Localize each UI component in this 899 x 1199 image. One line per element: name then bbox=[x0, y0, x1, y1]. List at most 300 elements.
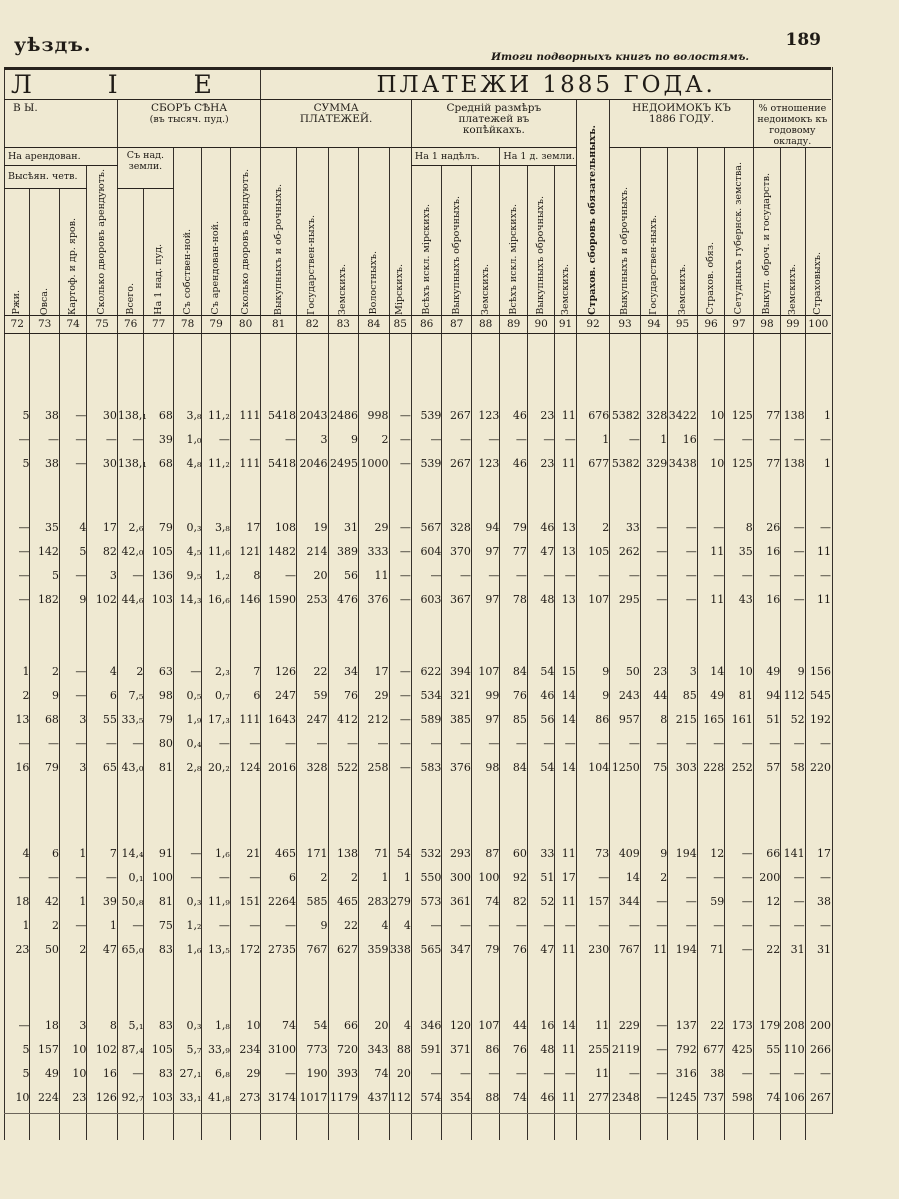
district-label: уѣздъ. bbox=[14, 34, 92, 56]
table-cell: 105 bbox=[576, 540, 610, 564]
table-cell: 1,₀ bbox=[173, 428, 201, 452]
table-cell: 84 bbox=[500, 756, 527, 780]
table-cell: 329 bbox=[640, 452, 667, 476]
table-cell: 3,₈ bbox=[202, 516, 230, 540]
table-cell: 44,₆ bbox=[117, 588, 143, 612]
table-cell: — bbox=[411, 732, 442, 756]
table-cell: — bbox=[230, 866, 261, 890]
table-cell: 3,₈ bbox=[173, 404, 201, 428]
page-header bbox=[0, 0, 899, 70]
table-cell: 46 bbox=[527, 516, 554, 540]
spacer-cell bbox=[5, 333, 30, 404]
col-number: 95 bbox=[668, 315, 698, 333]
table-cell: 75 bbox=[640, 756, 667, 780]
table-cell: 58 bbox=[781, 756, 805, 780]
col-hay-per: На 1 над. пуд. bbox=[144, 188, 174, 315]
table-cell: 55 bbox=[753, 1038, 780, 1062]
spacer-cell bbox=[805, 333, 831, 404]
table-cell: 224 bbox=[30, 1086, 60, 1110]
table-cell: 42 bbox=[30, 890, 60, 914]
spacer-cell bbox=[30, 780, 60, 842]
table-cell: 79 bbox=[500, 516, 527, 540]
table-cell: — bbox=[781, 866, 805, 890]
spacer-cell bbox=[471, 962, 499, 1014]
table-cell: — bbox=[725, 564, 753, 588]
table-cell: 20 bbox=[359, 1014, 390, 1038]
table-cell: — bbox=[697, 732, 724, 756]
table-cell: 5 bbox=[30, 564, 60, 588]
spacer-cell bbox=[668, 333, 698, 404]
table-cell: 957 bbox=[610, 708, 641, 732]
col-number: 90 bbox=[527, 315, 554, 333]
table-cell: — bbox=[668, 516, 698, 540]
spacer-cell bbox=[202, 962, 230, 1014]
spacer-cell bbox=[805, 962, 831, 1014]
table-cell: 3 bbox=[59, 1014, 86, 1038]
table-cell: 56 bbox=[328, 564, 359, 588]
table-cell: 111 bbox=[230, 452, 261, 476]
table-cell: — bbox=[442, 428, 472, 452]
table-cell: 87 bbox=[471, 842, 499, 866]
spacer-cell bbox=[59, 612, 86, 660]
table-cell: 773 bbox=[296, 1038, 328, 1062]
table-cell: 74 bbox=[753, 1086, 780, 1110]
group-arrears: НЕДОИМОКЪ КЪ 1886 ГОДУ. bbox=[610, 100, 753, 148]
table-cell: — bbox=[261, 428, 297, 452]
block-spacer bbox=[5, 476, 832, 516]
table-cell: 23 bbox=[640, 660, 667, 684]
table-row bbox=[5, 1062, 832, 1086]
col-number: 74 bbox=[59, 315, 86, 333]
table-row bbox=[5, 1038, 832, 1062]
table-cell: 5 bbox=[5, 1062, 30, 1086]
table-cell: 7 bbox=[87, 842, 118, 866]
table-cell: — bbox=[59, 660, 86, 684]
table-cell: 8 bbox=[725, 516, 753, 540]
table-cell: — bbox=[697, 428, 724, 452]
table-cell: 385 bbox=[442, 708, 472, 732]
table-cell: 71 bbox=[697, 938, 724, 962]
table-cell: — bbox=[640, 890, 667, 914]
table-cell: 5 bbox=[5, 1038, 30, 1062]
table-cell: 38 bbox=[30, 452, 60, 476]
table-cell: 2264 bbox=[261, 890, 297, 914]
table-cell: 17 bbox=[87, 516, 118, 540]
spacer-cell bbox=[442, 333, 472, 404]
table-cell: 111 bbox=[230, 404, 261, 428]
spacer-cell bbox=[328, 780, 359, 842]
table-cell: — bbox=[527, 732, 554, 756]
spacer-cell bbox=[296, 476, 328, 516]
spacer-cell bbox=[576, 780, 610, 842]
table-cell: 20 bbox=[389, 1062, 411, 1086]
table-cell: — bbox=[753, 732, 780, 756]
table-cell: — bbox=[471, 1062, 499, 1086]
table-cell: 38 bbox=[30, 404, 60, 428]
table-cell: 126 bbox=[87, 1086, 118, 1110]
table-cell: — bbox=[805, 564, 831, 588]
table-cell: 9 bbox=[30, 684, 60, 708]
table-cell: — bbox=[442, 564, 472, 588]
table-cell: 65,₀ bbox=[117, 938, 143, 962]
table-cell: — bbox=[527, 428, 554, 452]
col-number: 72 bbox=[5, 315, 30, 333]
table-row bbox=[5, 756, 832, 780]
table-cell: 4 bbox=[59, 516, 86, 540]
table-cell: 11 bbox=[555, 1038, 576, 1062]
table-cell: 103 bbox=[144, 588, 174, 612]
table-cell: 243 bbox=[610, 684, 641, 708]
table-cell: — bbox=[30, 732, 60, 756]
table-cell: 82 bbox=[500, 890, 527, 914]
table-cell: 31 bbox=[781, 938, 805, 962]
table-cell: 91 bbox=[144, 842, 174, 866]
table-cell: — bbox=[610, 732, 641, 756]
table-cell: 4 bbox=[5, 842, 30, 866]
table-cell: 4 bbox=[359, 914, 390, 938]
table-cell: 346 bbox=[411, 1014, 442, 1038]
spacer-cell bbox=[389, 780, 411, 842]
table-row bbox=[5, 732, 832, 756]
table-cell: 267 bbox=[442, 404, 472, 428]
spacer-cell bbox=[576, 612, 610, 660]
table-cell: 86 bbox=[471, 1038, 499, 1062]
spacer-cell bbox=[359, 476, 390, 516]
table-cell: 102 bbox=[87, 1038, 118, 1062]
table-cell: 14 bbox=[555, 756, 576, 780]
table-cell: 10 bbox=[697, 452, 724, 476]
table-cell: 9,₅ bbox=[173, 564, 201, 588]
table-cell: 22 bbox=[296, 660, 328, 684]
spacer-cell bbox=[640, 780, 667, 842]
table-cell: 26 bbox=[753, 516, 780, 540]
col-rent-yards: Сколько дворовъ арендуютъ. bbox=[87, 166, 118, 316]
table-cell: 247 bbox=[261, 684, 297, 708]
table-cell: 50,₈ bbox=[117, 890, 143, 914]
table-cell: 106 bbox=[781, 1086, 805, 1110]
table-cell: — bbox=[805, 516, 831, 540]
table-cell: 11,₂ bbox=[202, 404, 230, 428]
table-cell: 11 bbox=[805, 540, 831, 564]
table-cell: 46 bbox=[500, 404, 527, 428]
table-cell: — bbox=[753, 428, 780, 452]
table-cell: 33,₁ bbox=[173, 1086, 201, 1110]
spacer-cell bbox=[5, 962, 30, 1014]
spacer-cell bbox=[202, 780, 230, 842]
spacer-cell bbox=[805, 476, 831, 516]
table-row bbox=[5, 660, 832, 684]
table-cell: 50 bbox=[30, 938, 60, 962]
table-cell: 13 bbox=[555, 540, 576, 564]
table-cell: 9 bbox=[59, 588, 86, 612]
table-cell: 1,₂ bbox=[173, 914, 201, 938]
spacer-cell bbox=[328, 333, 359, 404]
spacer-cell bbox=[697, 612, 724, 660]
table-cell: 42,₀ bbox=[117, 540, 143, 564]
table-cell: 74 bbox=[359, 1062, 390, 1086]
col-insurance: Страхов. сборовъ обязательныхъ. bbox=[576, 100, 610, 316]
table-cell: 48 bbox=[527, 1038, 554, 1062]
table-cell: 8 bbox=[230, 564, 261, 588]
table-cell: — bbox=[202, 732, 230, 756]
col-l-all: Всѣхъ искл. мiрскихъ. bbox=[500, 166, 527, 316]
table-cell: 550 bbox=[411, 866, 442, 890]
table-cell: 1179 bbox=[328, 1086, 359, 1110]
table-cell: 2 bbox=[296, 866, 328, 890]
table-cell: — bbox=[640, 1014, 667, 1038]
table-cell: 11 bbox=[555, 404, 576, 428]
table-cell: — bbox=[117, 428, 143, 452]
table-cell: 16 bbox=[753, 540, 780, 564]
spacer-cell bbox=[117, 476, 143, 516]
table-cell: 31 bbox=[328, 516, 359, 540]
table-bottom-border bbox=[4, 1113, 832, 1114]
table-cell: 5418 bbox=[261, 452, 297, 476]
table-cell: 194 bbox=[668, 842, 698, 866]
table-cell: 603 bbox=[411, 588, 442, 612]
table-cell: 1 bbox=[87, 914, 118, 938]
table-cell: 138 bbox=[328, 842, 359, 866]
table-cell: 146 bbox=[230, 588, 261, 612]
col-number: 75 bbox=[87, 315, 118, 333]
table-cell: 14 bbox=[555, 1014, 576, 1038]
table-cell: 29 bbox=[359, 684, 390, 708]
table-cell: 14 bbox=[555, 684, 576, 708]
table-cell: 266 bbox=[805, 1038, 831, 1062]
table-cell: 79 bbox=[144, 516, 174, 540]
spacer-cell bbox=[359, 962, 390, 1014]
spacer-cell bbox=[87, 333, 118, 404]
col-hay-own: Съ собствен-ной. bbox=[173, 148, 201, 316]
table-cell: 190 bbox=[296, 1062, 328, 1086]
spacer-cell bbox=[753, 962, 780, 1014]
table-cell: — bbox=[697, 564, 724, 588]
table-cell: 604 bbox=[411, 540, 442, 564]
table-cell: — bbox=[640, 1062, 667, 1086]
table-cell: — bbox=[5, 516, 30, 540]
table-cell: 30 bbox=[87, 404, 118, 428]
table-cell: — bbox=[805, 428, 831, 452]
table-cell: 173 bbox=[725, 1014, 753, 1038]
table-cell: 16 bbox=[87, 1062, 118, 1086]
table-cell: 35 bbox=[30, 516, 60, 540]
table-cell: 137 bbox=[668, 1014, 698, 1038]
table-cell: — bbox=[261, 732, 297, 756]
table-row bbox=[5, 890, 832, 914]
table-cell: 11 bbox=[697, 540, 724, 564]
col-rye: Ржи. bbox=[5, 188, 30, 315]
table-cell: — bbox=[576, 564, 610, 588]
table-cell: 567 bbox=[411, 516, 442, 540]
table-row bbox=[5, 684, 832, 708]
table-cell: 214 bbox=[296, 540, 328, 564]
col-number: 81 bbox=[261, 315, 297, 333]
spacer-cell bbox=[555, 476, 576, 516]
table-cell: 6,₈ bbox=[202, 1062, 230, 1086]
table-cell: 83 bbox=[144, 1062, 174, 1086]
table-cell: 192 bbox=[805, 708, 831, 732]
table-cell: 10 bbox=[230, 1014, 261, 1038]
table-cell: 6 bbox=[230, 684, 261, 708]
table-cell: — bbox=[668, 732, 698, 756]
spacer-cell bbox=[610, 333, 641, 404]
table-cell: 539 bbox=[411, 452, 442, 476]
table-cell: 11 bbox=[805, 588, 831, 612]
table-cell: 179 bbox=[753, 1014, 780, 1038]
table-cell: 20,₂ bbox=[202, 756, 230, 780]
table-cell: 17 bbox=[805, 842, 831, 866]
spacer-cell bbox=[725, 333, 753, 404]
table-cell: 23 bbox=[527, 404, 554, 428]
table-cell: 4,₈ bbox=[173, 452, 201, 476]
table-cell: 11 bbox=[555, 1086, 576, 1110]
table-cell: — bbox=[5, 1014, 30, 1038]
spacer-cell bbox=[59, 333, 86, 404]
table-cell: — bbox=[442, 732, 472, 756]
table-cell: 328 bbox=[296, 756, 328, 780]
table-cell: 11 bbox=[555, 842, 576, 866]
table-cell: 2016 bbox=[261, 756, 297, 780]
col-number: 77 bbox=[144, 315, 174, 333]
table-cell: — bbox=[261, 564, 297, 588]
table-cell: 21 bbox=[230, 842, 261, 866]
column-number-row bbox=[5, 315, 832, 333]
table-cell: 2119 bbox=[610, 1038, 641, 1062]
table-cell: 545 bbox=[805, 684, 831, 708]
spacer-cell bbox=[173, 333, 201, 404]
table-cell: — bbox=[328, 732, 359, 756]
col-number: 97 bbox=[725, 315, 753, 333]
table-cell: 100 bbox=[471, 866, 499, 890]
table-cell: 74 bbox=[500, 1086, 527, 1110]
table-cell: 13 bbox=[5, 708, 30, 732]
spacer-cell bbox=[471, 476, 499, 516]
table-cell: 677 bbox=[576, 452, 610, 476]
table-cell: — bbox=[527, 914, 554, 938]
col-number: 96 bbox=[697, 315, 724, 333]
table-cell: 10 bbox=[697, 404, 724, 428]
table-cell: 108 bbox=[261, 516, 297, 540]
spacer-cell bbox=[261, 333, 297, 404]
table-cell: 11 bbox=[576, 1014, 610, 1038]
table-cell: — bbox=[668, 914, 698, 938]
col-number: 73 bbox=[30, 315, 60, 333]
spacer-cell bbox=[555, 780, 576, 842]
table-cell: 77 bbox=[500, 540, 527, 564]
table-cell: — bbox=[555, 1062, 576, 1086]
col-p-ins: Страховыхъ. bbox=[805, 148, 831, 316]
table-cell: 5382 bbox=[610, 404, 641, 428]
spacer-cell bbox=[725, 780, 753, 842]
spacer-cell bbox=[640, 612, 667, 660]
spacer-cell bbox=[87, 476, 118, 516]
table-cell: 98 bbox=[144, 684, 174, 708]
table-cell: 11 bbox=[555, 938, 576, 962]
table-cell: 4 bbox=[87, 660, 118, 684]
table-cell: 1 bbox=[59, 890, 86, 914]
table-cell: 5 bbox=[5, 404, 30, 428]
table-cell: 5 bbox=[59, 540, 86, 564]
table-cell: 230 bbox=[576, 938, 610, 962]
spacer-cell bbox=[261, 612, 297, 660]
table-cell: — bbox=[59, 428, 86, 452]
table-cell: — bbox=[202, 428, 230, 452]
table-cell: 157 bbox=[30, 1038, 60, 1062]
table-cell: — bbox=[471, 914, 499, 938]
table-cell: 6 bbox=[261, 866, 297, 890]
table-cell: 15 bbox=[555, 660, 576, 684]
table-row bbox=[5, 1086, 832, 1110]
spacer-cell bbox=[668, 612, 698, 660]
table-cell: 2,₆ bbox=[117, 516, 143, 540]
table-cell: — bbox=[173, 866, 201, 890]
table-cell: — bbox=[781, 890, 805, 914]
table-cell: 279 bbox=[389, 890, 411, 914]
table-cell: 1643 bbox=[261, 708, 297, 732]
spacer-cell bbox=[5, 780, 30, 842]
spacer-cell bbox=[753, 1110, 780, 1140]
table-cell: 627 bbox=[328, 938, 359, 962]
spacer-cell bbox=[442, 1110, 472, 1140]
table-cell: 1000 bbox=[359, 452, 390, 476]
table-cell: 792 bbox=[668, 1038, 698, 1062]
spacer-cell bbox=[610, 780, 641, 842]
spacer-cell bbox=[576, 962, 610, 1014]
spacer-cell bbox=[576, 476, 610, 516]
table-cell: 88 bbox=[389, 1038, 411, 1062]
table-cell: 49 bbox=[753, 660, 780, 684]
table-cell: 2 bbox=[30, 914, 60, 938]
col-number: 87 bbox=[442, 315, 472, 333]
table-cell: — bbox=[202, 866, 230, 890]
table-cell: 18 bbox=[5, 890, 30, 914]
table-cell: — bbox=[640, 1086, 667, 1110]
table-cell: 142 bbox=[30, 540, 60, 564]
col-pay-vol: Волостныхъ. bbox=[359, 148, 390, 316]
table-cell: 328 bbox=[442, 516, 472, 540]
table-cell: 92 bbox=[500, 866, 527, 890]
spacer-cell bbox=[668, 1110, 698, 1140]
spacer-cell bbox=[261, 1110, 297, 1140]
table-cell: 182 bbox=[30, 588, 60, 612]
table-cell: 376 bbox=[359, 588, 390, 612]
spacer-cell bbox=[359, 1110, 390, 1140]
table-cell: 333 bbox=[359, 540, 390, 564]
table-cell: 394 bbox=[442, 660, 472, 684]
table-cell: 2 bbox=[576, 516, 610, 540]
spacer-cell bbox=[328, 476, 359, 516]
table-row bbox=[5, 404, 832, 428]
table-cell: — bbox=[230, 732, 261, 756]
table-cell: 215 bbox=[668, 708, 698, 732]
table-cell: 293 bbox=[442, 842, 472, 866]
table-cell: 103 bbox=[144, 1086, 174, 1110]
table-cell: 2486 bbox=[328, 404, 359, 428]
table-cell: 172 bbox=[230, 938, 261, 962]
table-cell: 121 bbox=[230, 540, 261, 564]
table-cell: 1,₆ bbox=[202, 842, 230, 866]
spacer-cell bbox=[59, 1110, 86, 1140]
table-cell: 107 bbox=[576, 588, 610, 612]
spacer-cell bbox=[144, 612, 174, 660]
col-hay-rent: Съ арендован-ной. bbox=[202, 148, 230, 316]
col-p-red: Выкуп. оброч. и государств. bbox=[753, 148, 780, 316]
table-cell: 23 bbox=[59, 1086, 86, 1110]
table-cell: 104 bbox=[576, 756, 610, 780]
spacer-cell bbox=[411, 476, 442, 516]
table-cell: 68 bbox=[30, 708, 60, 732]
table-cell: — bbox=[59, 404, 86, 428]
